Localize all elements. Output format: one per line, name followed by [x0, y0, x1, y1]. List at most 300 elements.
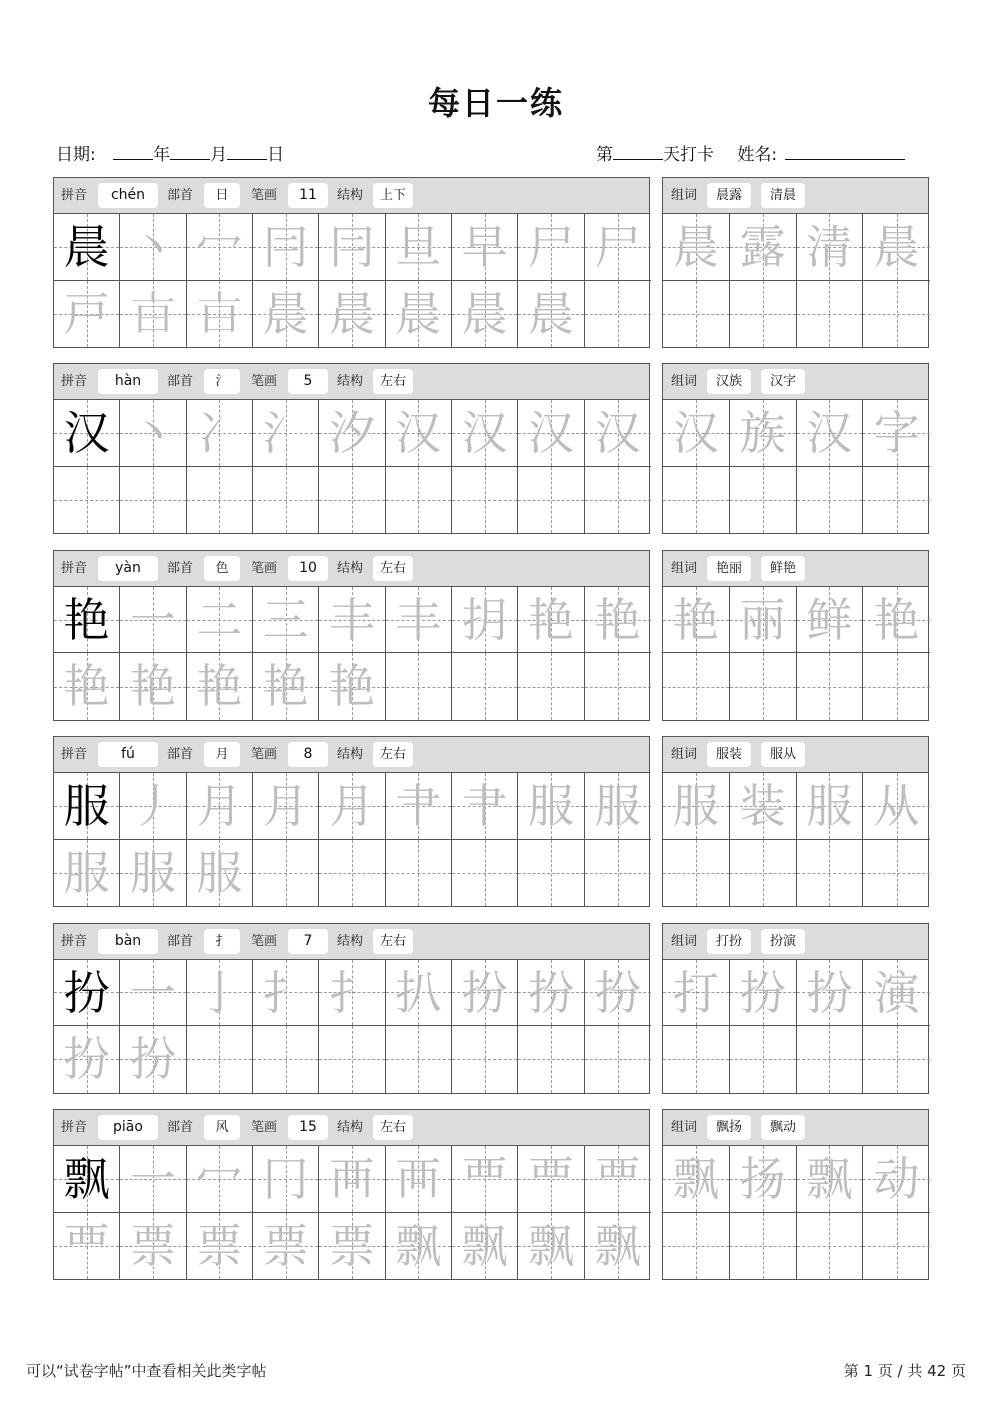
word-1: 打扮	[707, 929, 751, 954]
writing-cell[interactable]	[54, 1026, 120, 1093]
trace-character: 从	[873, 779, 920, 834]
strokes-value: 15	[288, 1115, 328, 1140]
writing-cell[interactable]	[120, 214, 186, 281]
writing-cell[interactable]	[319, 214, 385, 281]
word-cell[interactable]	[663, 653, 730, 720]
word-cell[interactable]	[663, 773, 730, 840]
name-blank[interactable]	[785, 145, 905, 160]
word-cell[interactable]	[863, 840, 930, 907]
writing-cell[interactable]	[452, 467, 518, 534]
trace-character: 覀	[461, 1152, 508, 1206]
trace-character: 扌	[328, 965, 375, 1020]
word-cell[interactable]	[863, 1146, 930, 1213]
trace-character: 冖	[196, 1152, 243, 1206]
writing-cell[interactable]	[585, 1146, 651, 1213]
writing-cell[interactable]	[386, 587, 452, 654]
word-1: 汉族	[707, 369, 751, 394]
radical-label: 部首	[167, 747, 194, 763]
writing-cell[interactable]	[187, 587, 253, 654]
radical-value: 月	[204, 742, 240, 767]
writing-cell[interactable]	[386, 1213, 452, 1280]
writing-cell[interactable]	[253, 960, 319, 1027]
word-cell[interactable]	[797, 1213, 864, 1280]
pinyin-label: 拼音	[61, 933, 88, 949]
word-cell[interactable]	[797, 587, 864, 654]
guide-line-horizontal	[797, 500, 863, 501]
word-2: 飘动	[761, 1115, 805, 1140]
words-grid	[663, 214, 930, 347]
trace-character: 露	[739, 220, 786, 274]
guide-line-horizontal	[863, 314, 930, 315]
writing-cell[interactable]	[54, 467, 120, 534]
writing-cell[interactable]	[585, 1026, 651, 1093]
word-cell[interactable]	[663, 960, 730, 1027]
guide-line-horizontal	[120, 500, 185, 501]
words-grid	[663, 1146, 930, 1279]
guide-line-horizontal	[585, 1059, 651, 1060]
guide-line-horizontal	[663, 873, 729, 874]
writing-cell[interactable]	[120, 1146, 186, 1213]
date-label: 日期:	[56, 145, 96, 165]
checkin-line	[596, 140, 905, 165]
writing-cell[interactable]	[585, 281, 651, 348]
writing-cell[interactable]	[585, 400, 651, 467]
pinyin-value: yàn	[98, 556, 158, 581]
writing-cell[interactable]	[120, 587, 186, 654]
writing-cell[interactable]	[585, 467, 651, 534]
writing-cell[interactable]	[253, 400, 319, 467]
word-cell[interactable]	[663, 214, 730, 281]
year-blank[interactable]	[113, 145, 153, 160]
writing-cell[interactable]	[452, 587, 518, 654]
writing-cell[interactable]	[253, 587, 319, 654]
radical-value: 色	[204, 556, 240, 581]
word-cell[interactable]	[797, 773, 864, 840]
trace-character: 服	[594, 779, 641, 834]
guide-line-horizontal	[585, 500, 651, 501]
word-cell[interactable]	[863, 960, 930, 1027]
word-cell[interactable]	[863, 653, 930, 720]
writing-cell[interactable]	[452, 1213, 518, 1280]
writing-cell[interactable]	[386, 960, 452, 1027]
trace-character: 汉	[527, 406, 574, 461]
word-cell[interactable]	[797, 840, 864, 907]
writing-grid	[54, 960, 651, 1093]
trace-character: 艳	[328, 659, 375, 714]
writing-cell[interactable]	[253, 1146, 319, 1213]
writing-cell[interactable]	[452, 960, 518, 1027]
words-label: 组词	[671, 747, 698, 763]
word-cell[interactable]	[730, 214, 797, 281]
guide-line-horizontal	[253, 1059, 318, 1060]
writing-cell[interactable]	[319, 400, 385, 467]
word-cell[interactable]	[863, 281, 930, 348]
pinyin-value: chén	[98, 183, 158, 208]
guide-line-horizontal	[730, 1246, 796, 1247]
guide-line-horizontal	[585, 314, 651, 315]
trace-character: 冫	[196, 406, 243, 461]
writing-cell[interactable]	[518, 467, 584, 534]
info-bar	[54, 924, 649, 960]
word-cell[interactable]	[730, 1146, 797, 1213]
word-cell[interactable]	[863, 587, 930, 654]
writing-cell[interactable]	[187, 1146, 253, 1213]
writing-cell[interactable]	[585, 214, 651, 281]
writing-cell[interactable]	[319, 840, 385, 907]
writing-cell[interactable]	[319, 1026, 385, 1093]
writing-cell[interactable]	[319, 1146, 385, 1213]
writing-grid	[54, 400, 651, 533]
writing-cell[interactable]	[518, 773, 584, 840]
writing-cell[interactable]	[585, 587, 651, 654]
writing-cell[interactable]	[452, 1146, 518, 1213]
writing-cell[interactable]	[518, 587, 584, 654]
word-cell[interactable]	[730, 1026, 797, 1093]
word-cell[interactable]	[863, 400, 930, 467]
strokes-value: 11	[288, 183, 328, 208]
writing-cell[interactable]	[120, 281, 186, 348]
writing-cell[interactable]	[187, 281, 253, 348]
word-cell[interactable]	[797, 960, 864, 1027]
strokes-value: 8	[288, 742, 328, 767]
writing-cell[interactable]	[54, 653, 120, 720]
writing-grid	[54, 1146, 651, 1279]
word-cell[interactable]	[797, 653, 864, 720]
pinyin-label: 拼音	[61, 1120, 88, 1135]
writing-cell[interactable]	[187, 1213, 253, 1280]
word-cell[interactable]	[863, 773, 930, 840]
writing-cell[interactable]	[585, 840, 651, 907]
guide-line-horizontal	[187, 500, 252, 501]
pinyin-label: 拼音	[61, 188, 88, 203]
main-character: 扮	[63, 965, 110, 1020]
word-cell[interactable]	[730, 1213, 797, 1280]
writing-cell[interactable]	[452, 653, 518, 720]
guide-line-horizontal	[730, 687, 796, 688]
writing-cell[interactable]	[187, 960, 253, 1027]
writing-cell[interactable]	[452, 773, 518, 840]
trace-character: 鲜	[806, 592, 853, 647]
writing-cell[interactable]	[319, 653, 385, 720]
writing-cell[interactable]	[54, 1213, 120, 1280]
trace-character: 晨	[527, 286, 574, 341]
writing-cell[interactable]	[386, 214, 452, 281]
writing-cell[interactable]	[452, 281, 518, 348]
guide-line-horizontal	[452, 500, 517, 501]
main-character: 服	[63, 779, 110, 834]
writing-cell[interactable]	[386, 773, 452, 840]
trace-character: 月	[196, 779, 243, 834]
year-label: 年	[153, 145, 171, 165]
day-label: 日	[267, 145, 285, 165]
trace-character: 二	[196, 592, 243, 647]
word-cell[interactable]	[730, 587, 797, 654]
trace-character: 晨	[328, 286, 375, 341]
trace-character: 氵	[262, 406, 309, 461]
words-block-5	[662, 923, 929, 1094]
word-cell[interactable]	[730, 281, 797, 348]
writing-cell[interactable]	[518, 840, 584, 907]
words-bar	[663, 178, 928, 214]
writing-cell[interactable]	[120, 960, 186, 1027]
writing-cell[interactable]	[120, 773, 186, 840]
writing-cell[interactable]	[518, 1213, 584, 1280]
trace-character: 汉	[395, 406, 442, 461]
writing-cell[interactable]	[187, 400, 253, 467]
word-cell[interactable]	[797, 214, 864, 281]
word-cell[interactable]	[730, 960, 797, 1027]
writing-cell[interactable]	[452, 1026, 518, 1093]
guide-line-horizontal	[452, 687, 517, 688]
words-grid	[663, 773, 930, 906]
strokes-value: 7	[288, 929, 328, 954]
writing-cell[interactable]	[386, 281, 452, 348]
writing-cell[interactable]	[120, 653, 186, 720]
pinyin-label: 拼音	[61, 374, 88, 390]
writing-cell[interactable]	[452, 840, 518, 907]
writing-cell[interactable]	[386, 653, 452, 720]
guide-line-horizontal	[585, 873, 651, 874]
trace-character: 丰	[395, 592, 442, 647]
word-cell[interactable]	[797, 281, 864, 348]
writing-cell[interactable]	[54, 281, 120, 348]
trace-character: 扌	[262, 965, 309, 1020]
writing-cell[interactable]	[253, 214, 319, 281]
main-cell[interactable]	[54, 1146, 120, 1213]
writing-cell[interactable]	[518, 960, 584, 1027]
word-cell[interactable]	[663, 840, 730, 907]
trace-character: 早	[461, 220, 508, 274]
word-cell[interactable]	[863, 214, 930, 281]
words-bar	[663, 924, 928, 960]
trace-character: 晨	[395, 286, 442, 341]
main-cell[interactable]	[54, 960, 120, 1027]
trace-character: 票	[262, 1218, 309, 1273]
guide-line-horizontal	[319, 500, 384, 501]
writing-cell[interactable]	[253, 653, 319, 720]
day-blank[interactable]	[227, 145, 267, 160]
main-cell[interactable]	[54, 587, 120, 654]
guide-line-horizontal	[730, 314, 796, 315]
strokes-label: 笔画	[251, 933, 278, 949]
writing-cell[interactable]	[585, 1213, 651, 1280]
guide-line-horizontal	[386, 687, 451, 688]
writing-cell[interactable]	[585, 960, 651, 1027]
writing-cell[interactable]	[187, 773, 253, 840]
guide-line-horizontal	[386, 500, 451, 501]
radical-label: 部首	[167, 1120, 194, 1135]
writing-cell[interactable]	[54, 840, 120, 907]
trace-character: 一	[129, 965, 176, 1020]
strokes-label: 笔画	[251, 374, 278, 390]
strokes-value: 10	[288, 556, 328, 581]
word-2: 服从	[761, 742, 805, 767]
practice-block-4	[53, 736, 650, 907]
words-block-3	[662, 550, 929, 721]
words-bar	[663, 364, 928, 400]
structure-value: 左右	[373, 742, 413, 767]
radical-value: 风	[204, 1115, 240, 1140]
writing-cell[interactable]	[253, 1213, 319, 1280]
words-grid	[663, 587, 930, 720]
trace-character: 服	[196, 845, 243, 900]
guide-line-horizontal	[518, 873, 583, 874]
pinyin-label: 拼音	[61, 560, 88, 576]
guide-line-horizontal	[518, 687, 583, 688]
writing-cell[interactable]	[187, 214, 253, 281]
guide-line-horizontal	[452, 873, 517, 874]
word-cell[interactable]	[863, 1213, 930, 1280]
writing-cell[interactable]	[452, 214, 518, 281]
trace-character: 艳	[672, 592, 719, 647]
writing-cell[interactable]	[187, 1026, 253, 1093]
writing-cell[interactable]	[518, 653, 584, 720]
word-cell[interactable]	[730, 773, 797, 840]
writing-cell[interactable]	[518, 1146, 584, 1213]
guide-line-horizontal	[386, 1059, 451, 1060]
writing-cell[interactable]	[386, 467, 452, 534]
word-cell[interactable]	[730, 400, 797, 467]
word-cell[interactable]	[663, 467, 730, 534]
word-cell[interactable]	[663, 1146, 730, 1213]
writing-cell[interactable]	[187, 467, 253, 534]
writing-cell[interactable]	[120, 467, 186, 534]
word-cell[interactable]	[797, 467, 864, 534]
trace-character: 扮	[594, 965, 641, 1020]
word-cell[interactable]	[730, 467, 797, 534]
writing-cell[interactable]	[319, 587, 385, 654]
writing-cell[interactable]	[319, 773, 385, 840]
writing-cell[interactable]	[518, 214, 584, 281]
word-2: 鲜艳	[761, 556, 805, 581]
writing-cell[interactable]	[518, 281, 584, 348]
word-cell[interactable]	[663, 400, 730, 467]
trace-character: 艳	[873, 592, 920, 647]
trace-character: 丶	[129, 220, 176, 274]
guide-line-horizontal	[730, 500, 796, 501]
word-cell[interactable]	[797, 1026, 864, 1093]
info-bar	[54, 178, 649, 214]
trace-character: 飘	[395, 1218, 442, 1273]
main-character: 晨	[63, 220, 110, 274]
writing-cell[interactable]	[187, 840, 253, 907]
month-blank[interactable]	[170, 145, 210, 160]
guide-line-horizontal	[663, 687, 729, 688]
pinyin-label: 拼音	[61, 747, 88, 763]
writing-cell[interactable]	[253, 467, 319, 534]
trace-character: 字	[873, 406, 920, 461]
guide-line-horizontal	[797, 1246, 863, 1247]
checkin-prefix: 第	[596, 145, 613, 165]
trace-character: 一	[129, 1152, 176, 1206]
trace-character: 扮	[806, 965, 853, 1020]
words-block-6	[662, 1109, 929, 1280]
writing-cell[interactable]	[585, 653, 651, 720]
word-2: 清晨	[761, 183, 805, 208]
writing-cell[interactable]	[253, 281, 319, 348]
trace-character: 覀	[594, 1152, 641, 1206]
trace-character: 扒	[395, 965, 442, 1020]
writing-cell[interactable]	[386, 400, 452, 467]
writing-cell[interactable]	[319, 1213, 385, 1280]
trace-character: 扮	[739, 965, 786, 1020]
words-label: 组词	[671, 933, 698, 949]
guide-line-horizontal	[663, 500, 729, 501]
writing-cell[interactable]	[386, 1146, 452, 1213]
writing-cell[interactable]	[187, 653, 253, 720]
trace-character: 服	[672, 779, 719, 834]
writing-cell[interactable]	[253, 1026, 319, 1093]
word-cell[interactable]	[797, 1146, 864, 1213]
trace-character: 抈	[461, 592, 508, 647]
main-cell[interactable]	[54, 773, 120, 840]
pinyin-value: fú	[98, 742, 158, 767]
word-cell[interactable]	[663, 587, 730, 654]
writing-cell[interactable]	[319, 467, 385, 534]
checkin-day-blank[interactable]	[613, 145, 663, 160]
writing-cell[interactable]	[452, 400, 518, 467]
writing-cell[interactable]	[386, 840, 452, 907]
word-cell[interactable]	[663, 1213, 730, 1280]
writing-cell[interactable]	[319, 281, 385, 348]
writing-cell[interactable]	[253, 773, 319, 840]
trace-character: 飘	[527, 1218, 574, 1273]
words-label: 组词	[671, 188, 698, 203]
writing-cell[interactable]	[120, 1026, 186, 1093]
main-cell[interactable]	[54, 214, 120, 281]
word-1: 晨露	[707, 183, 751, 208]
trace-character: 艳	[196, 659, 243, 714]
writing-cell[interactable]	[518, 400, 584, 467]
word-1: 服装	[707, 742, 751, 767]
trace-character: 扮	[527, 965, 574, 1020]
main-cell[interactable]	[54, 400, 120, 467]
trace-character: 票	[129, 1218, 176, 1273]
writing-cell[interactable]	[319, 960, 385, 1027]
writing-cell[interactable]	[518, 1026, 584, 1093]
trace-character: 丿	[129, 779, 176, 834]
practice-block-5	[53, 923, 650, 1094]
word-cell[interactable]	[730, 840, 797, 907]
trace-character: 旦	[395, 220, 442, 274]
guide-line-horizontal	[187, 1059, 252, 1060]
writing-cell[interactable]	[253, 840, 319, 907]
trace-character: 晨	[672, 220, 719, 274]
checkin-suffix: 天打卡	[663, 145, 714, 165]
guide-line-horizontal	[730, 873, 796, 874]
word-cell[interactable]	[663, 1026, 730, 1093]
writing-cell[interactable]	[585, 773, 651, 840]
writing-cell[interactable]	[386, 1026, 452, 1093]
word-cell[interactable]	[863, 467, 930, 534]
trace-character: 冃	[328, 220, 375, 274]
writing-cell[interactable]	[120, 840, 186, 907]
guide-line-horizontal	[663, 1059, 729, 1060]
words-bar	[663, 1110, 928, 1146]
guide-line-horizontal	[797, 314, 863, 315]
guide-line-horizontal	[54, 500, 119, 501]
writing-cell[interactable]	[120, 400, 186, 467]
word-cell[interactable]	[863, 1026, 930, 1093]
word-cell[interactable]	[797, 400, 864, 467]
trace-character: 演	[873, 965, 920, 1020]
trace-character: 艳	[527, 592, 574, 647]
word-cell[interactable]	[663, 281, 730, 348]
writing-cell[interactable]	[120, 1213, 186, 1280]
trace-character: 襾	[395, 1152, 442, 1206]
word-cell[interactable]	[730, 653, 797, 720]
trace-character: 扬	[739, 1152, 786, 1206]
